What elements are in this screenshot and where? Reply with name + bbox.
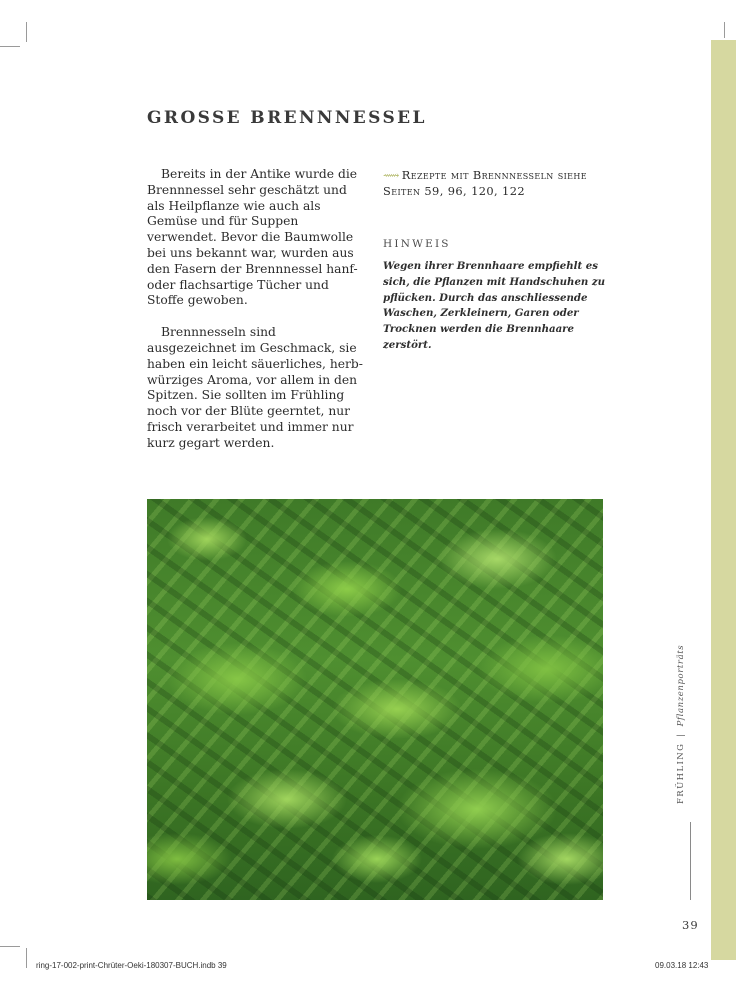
section-rule [690, 822, 691, 900]
hint-text: Wegen ihrer Brennhaare empfiehlt es sich, die Pflanzen mit Handschuhen zu pflücken. Durch das anschliessende Waschen, Zerkleinern, Garen oder Trocknen werden die Brennhaare zerstört. [383, 260, 606, 351]
slug-left: ring-17-002-print-Chrüter-Oeki-180307-BUCH.indb 39 [36, 961, 227, 970]
recipe-reference-text: Rezepte mit Brennnesseln siehe Seiten 59, 96, 120, 122 [383, 168, 588, 198]
crop-mark [26, 948, 27, 968]
recipe-reference [383, 168, 603, 200]
crop-mark [0, 946, 20, 947]
section-name: FRÜHLING [676, 742, 686, 804]
section-separator: | [676, 732, 686, 737]
crop-mark [0, 46, 20, 47]
sidebar-band [711, 40, 736, 960]
body-text [147, 167, 367, 452]
page-number: 39 [682, 918, 699, 932]
body-paragraph: Bereits in der Antike wurde die Brennnessel sehr geschätzt und als Heilpflanze wie auch als Gemüse und für Suppen verwendet. Bevor die Baumwolle bei uns bekannt war, wurden aus den Fasern der Brennnessel hanf- oder flachsartige Tücher und Stoffe gewoben. [147, 167, 358, 308]
crop-mark [26, 22, 27, 42]
page-title: GROSSE BRENNNESSEL [147, 108, 427, 128]
section-label [676, 645, 686, 804]
nettle-photo [147, 499, 603, 900]
hint-heading: HINWEIS [383, 238, 451, 250]
crop-mark [724, 22, 725, 38]
subsection-name: Pflanzenporträts [676, 644, 686, 727]
slug-right: 09.03.18 12:43 [655, 961, 709, 970]
arrow-icon: ⟿ [383, 168, 400, 182]
body-paragraph: Brennnesseln sind ausgezeichnet im Geschmack, sie haben ein leicht säuerliches, herb-würziges Aroma, vor allem in den Spitzen. Sie sollten im Frühling noch vor der Blüte geerntet, nur frisch verarbeitet und immer nur kurz gegart werden. [147, 325, 363, 450]
